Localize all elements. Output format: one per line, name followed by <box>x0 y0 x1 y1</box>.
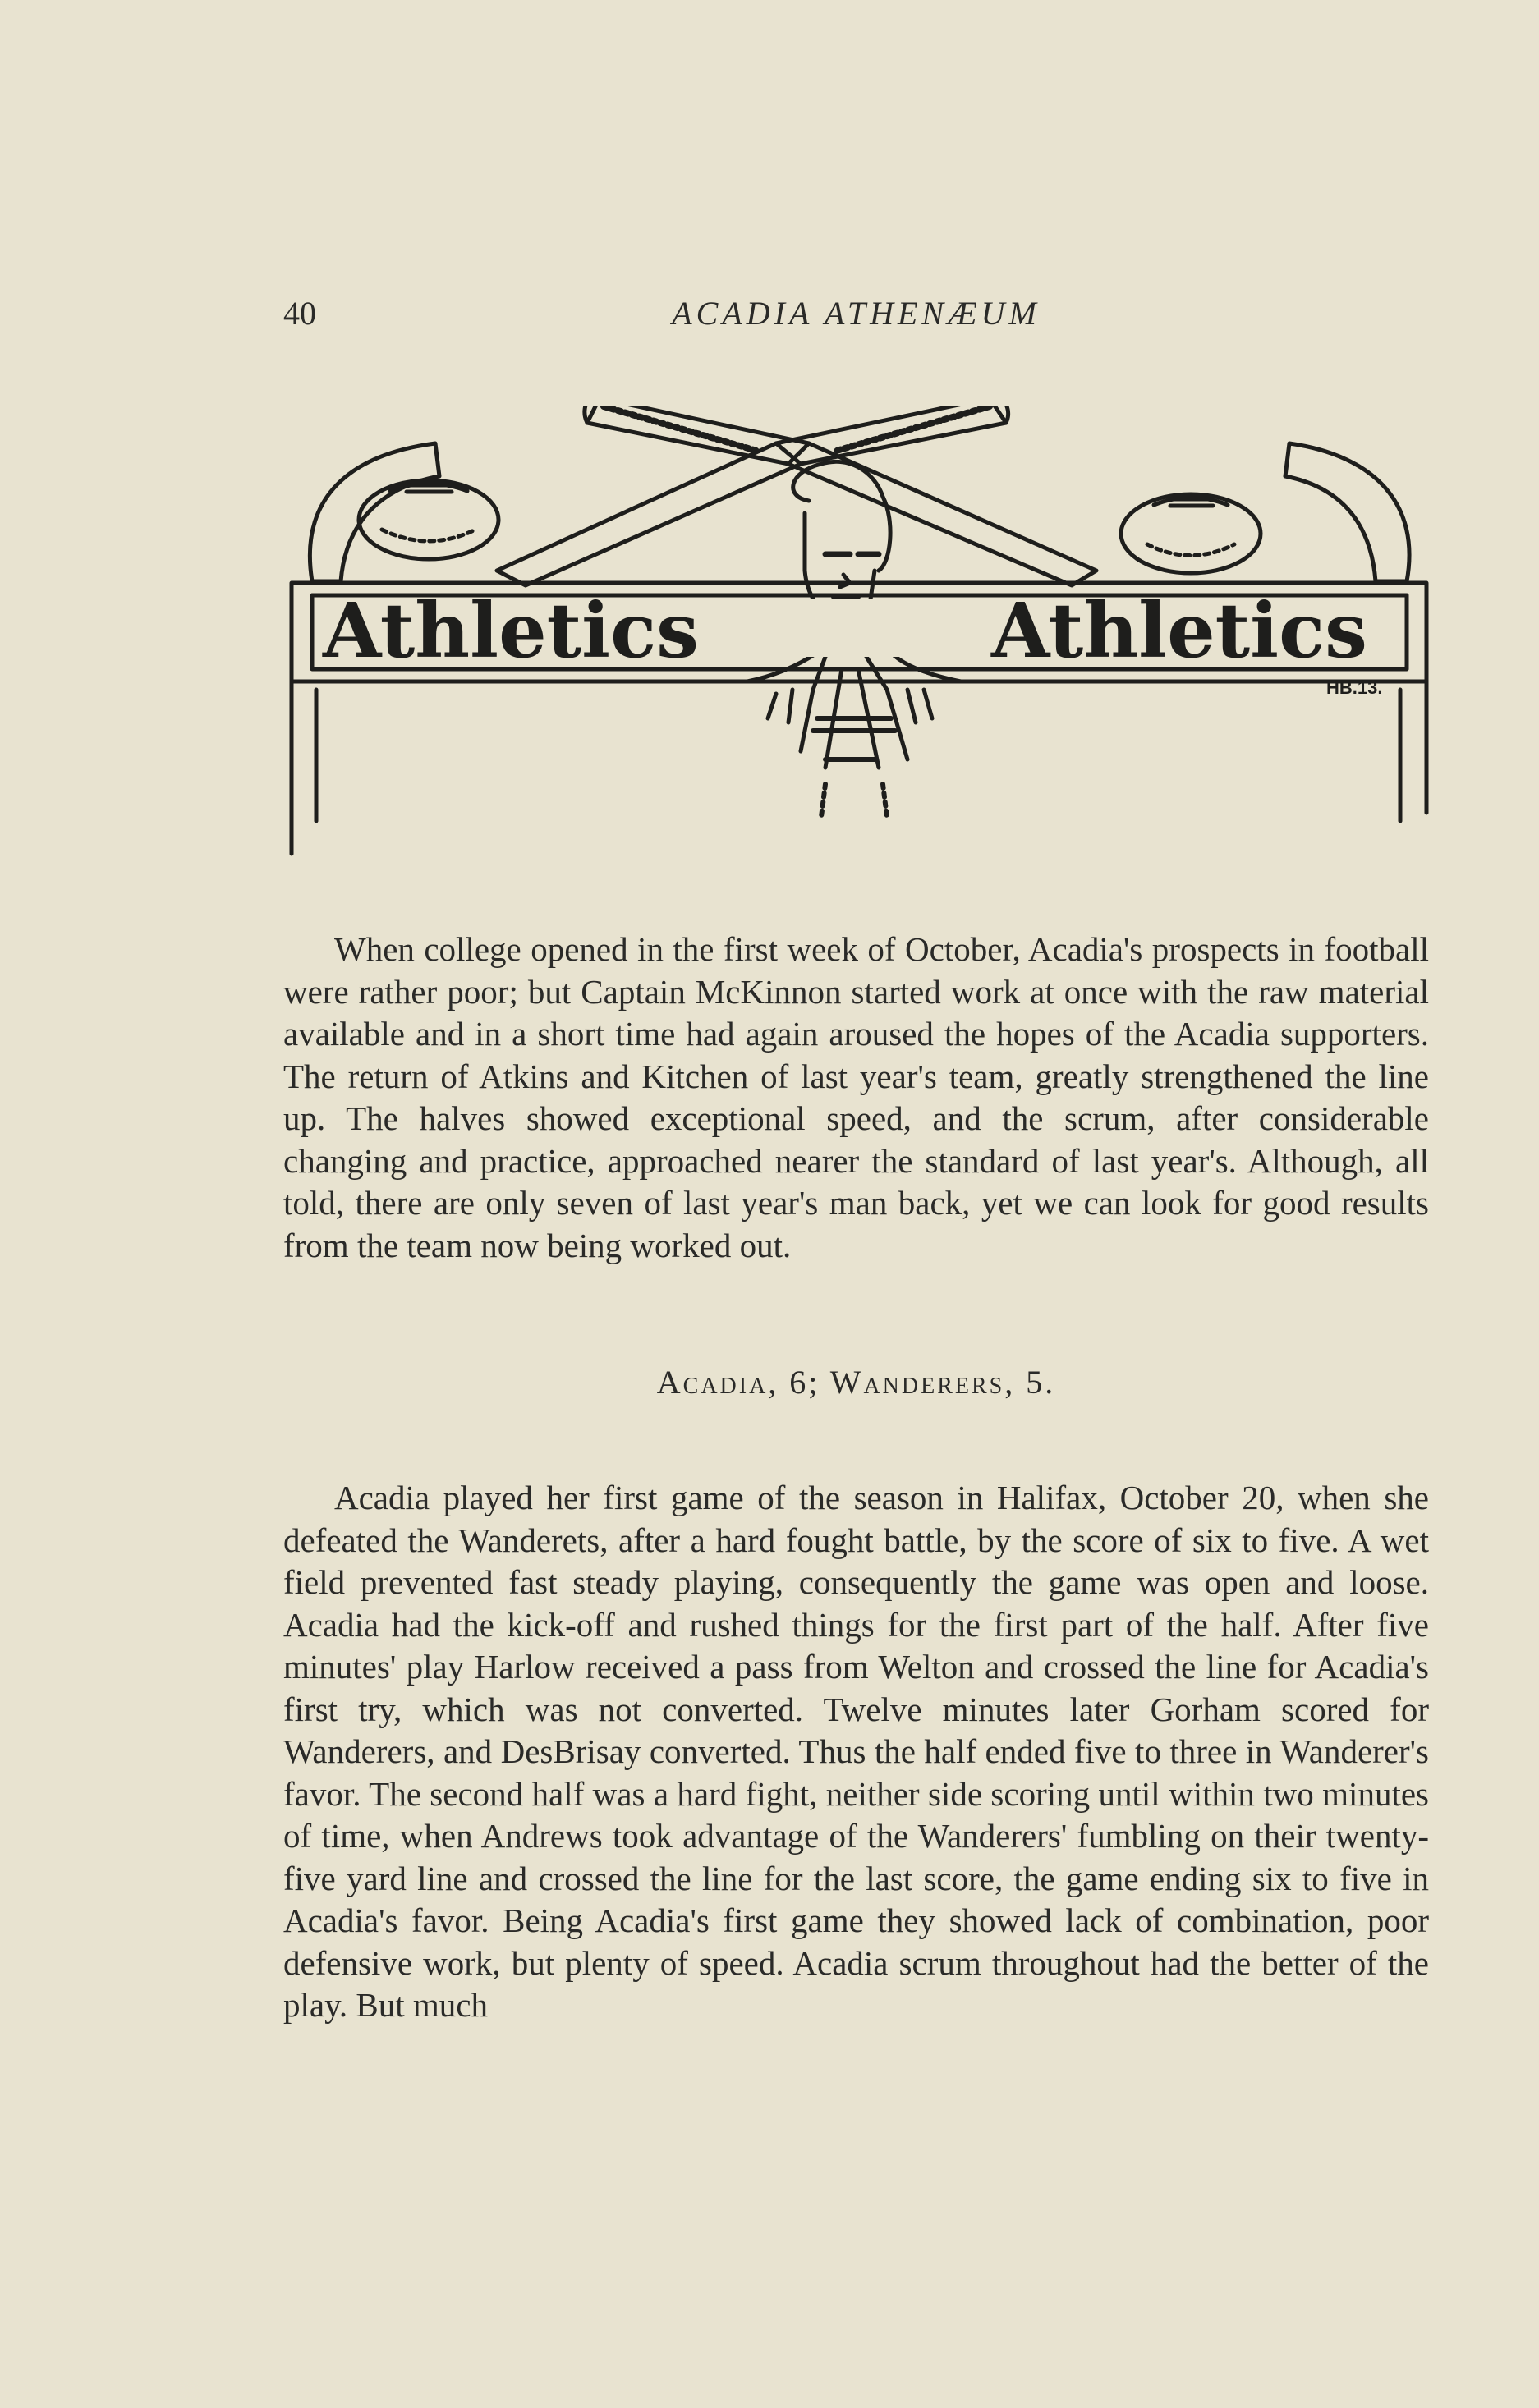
page-number: 40 <box>283 295 316 332</box>
banner-left-word: Athletics <box>323 586 699 675</box>
athletics-header-illustration <box>283 406 1433 866</box>
athletics-drawing <box>283 406 1433 866</box>
running-head <box>283 294 1429 343</box>
left-rugby-ball-icon <box>359 480 498 559</box>
banner-right-word: Athletics <box>991 586 1367 675</box>
artist-initials: HB.13. <box>1326 677 1383 698</box>
right-rugby-ball-icon <box>1121 494 1261 573</box>
article-paragraph: Acadia played her first game of the season in Halifax, October 20, when she defeated the Wanderets, after a hard fought battle, by the score of six to five. A wet field prevented fast steady playing, consequently the game was open and loose. Acadia had the kick-off and rushed things for the first part of the half. After five minutes' play Harlow received a pass from Welton and crossed the line for Acadia's first try, which was not converted. Twelve minutes later Gorham scored for Wanderers, and DesBrisay converted. Thus the half ended five to three in Wanderer's favor. The second half was a hard fight, neither side scoring until within two minutes of time, when Andrews took advantage of the Wanderers' fumbling on their twenty-five yard line and crossed the line for the last score, the game ending six to five in Acadia's favor. Being Acadia's first game they showed lack of combination, poor defensive work, but plenty of speed. Acadia scrum throughout had the better of the play. But much <box>283 1479 1429 2024</box>
game-heading: Acadia, 6; Wanderers, 5. <box>656 1364 1056 1401</box>
journal-title: ACADIA ATHENÆUM <box>672 295 1041 332</box>
right-hockey-stick-icon <box>1285 443 1409 581</box>
article-paragraph: When college opened in the first week of October, Acadia's prospects in football were rather poor; but Captain McKinnon started work at once with the raw material available and in a short time had again aroused the hopes of the Acadia supporters. The return of Atkins and Kitchen of last year's team, greatly strengthened the line up. The halves showed exceptional speed, and the scrum, after considerable changing and practice, approached nearer the standard of last year's. Although, all told, there are only seven of last year's man back, yet we can look for good results from the team now being worked out. <box>283 930 1429 1264</box>
